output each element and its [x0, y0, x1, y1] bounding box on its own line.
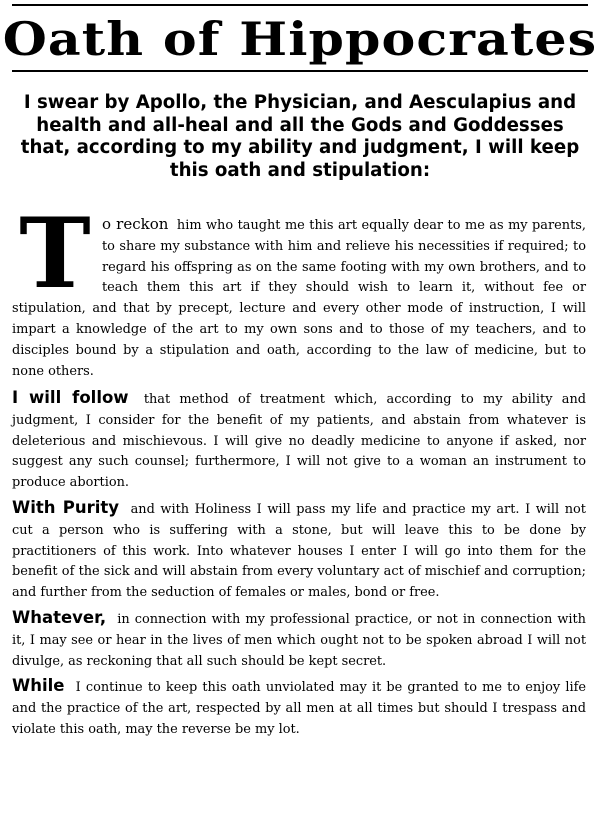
paragraph-3 [12, 498, 586, 604]
paragraph-1 [12, 197, 586, 384]
paragraph-1-text: him who taught me this art equally dear to me as my parents, to share my substance with him and relieve his necessities if required; to regard his offspring as on the same footing with my own brothers, and to teach them this art if they should wish to learn it, without fee or stipulation, and that by precept, lecture and every other mode of instruction, I will impart a knowledge of the art to my own sons and to those of my teachers, and to disciples bound by a stipulation and oath, according to the law of medicine, but to none others. [12, 218, 586, 379]
paragraph-1-lead: o reckon [102, 215, 169, 233]
top-rule [12, 4, 588, 6]
paragraph-2-text: that method of treatment which, according to my ability and judgment, I consider for the benefit of my patients, and abstain from whatever is deleterious and mischievous. I will give no deadly medicine to anyone if asked, nor suggest any such counsel; furthermore, I will not give to a woman an instrument to produce abortion. [12, 392, 586, 491]
paragraph-5 [12, 676, 586, 740]
paragraph-4 [12, 608, 586, 672]
paragraph-2-lead: I will follow [12, 388, 129, 407]
paragraph-3-lead: With Purity [12, 497, 119, 517]
paragraph-3-text: and with Holiness I will pass my life and practice my art. I will not cut a person who is suffering with a stone, but will leave this to be done by practitioners of this work. Into whatever houses I enter I will go into them for the benefit of the sick and will abstain from every voluntary act of mischief and corruption; and further from the seduction of females or males, bond or free. [12, 501, 586, 601]
oath-body [12, 197, 586, 745]
document-title: Oath of Hippocrates [2, 12, 598, 66]
drop-cap-letter: T [19, 197, 91, 310]
intro-paragraph: I swear by Apollo, the Physician, and Aesculapius and health and all-heal and all the Gods and Goddesses that, according to my ability and judgment, I will keep this oath and stipulation: [20, 92, 580, 181]
title-underline-rule [12, 70, 588, 72]
paragraph-2 [12, 388, 586, 494]
paragraph-4-text: in connection with my professional practice, or not in connection with it, I may see or hear in the lives of men which ought not to be spoken abroad I will not divulge, as reckoning that all such should be kept secret. [12, 611, 586, 669]
paragraph-4-lead: Whatever, [12, 607, 107, 627]
paragraph-5-text: I continue to keep this oath unviolated may it be granted to me to enjoy life and the practice of the art, respected by all men at all times but should I trespass and violate this oath, may the reverse be my lot. [12, 680, 586, 737]
paragraph-5-lead: While [12, 676, 65, 696]
